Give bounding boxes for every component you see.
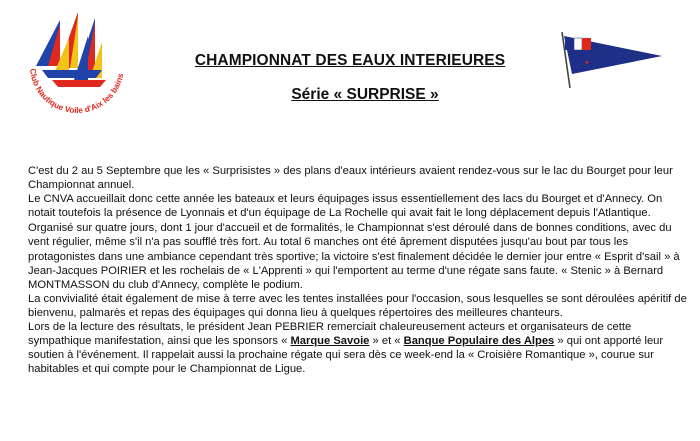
paragraph-3: Organisé sur quatre jours, dont 1 jour d'accueil et de formalités, le Championnat s'est déroulé dans de bonnes conditions, avec du vent régulier, même s'il n'a pas soufflé très fort. Au total 6 manches ont été âprement disputées jusqu'au bout par tous les protagonistes dans une ambiance cependant très sportive; la victoire s'est finalement décidée le dernier jour entre « Esprit d'sail » à Jean-Jacques POIRIER et les rochelais de « L'Apprenti » qui l'emportent au terme d'une régate sans faute. « Stenic » à Bernard MONTMASSON du club d'Annecy, complète le podium. xyxy=(28,222,680,291)
sponsor-banque-populaire: Banque Populaire des Alpes xyxy=(403,335,555,348)
paragraph-2: Le CNVA accueillait donc cette année les bateaux et leurs équipages issus essentiellement des lacs du Bourget et d'Annecy. On notait toutefois la présence de Lyonnais et d'un équipage de La Rochelle qui avait fait le long déplacement depuis l'Atlantique. xyxy=(28,193,663,220)
paragraph-5-part-1: Lors de la lecture des résultats, le président Jean PEBRIER remerciait chaleureusement acteurs et organisateurs de cette sympathique manifestation, ainsi que les sponsors « xyxy=(28,321,632,348)
sponsor-marque-savoie: Marque Savoie xyxy=(290,335,370,348)
paragraph-4: La convivialité était également de mise à terre avec les tentes installées pour l'occasion, sous lesquelles se sont déroulées apéritif de bienvenu, palmarès et repas des équipages qui donna lieu à quelques répertoires des meilleures chanteurs. xyxy=(28,292,687,319)
paragraph-1: C'est du 2 au 5 Septembre que les « Surprisistes » des plans d'eaux intérieurs avaient rendez-vous sur le lac du Bourget pour leur Championnat annuel. xyxy=(28,165,673,192)
paragraph-5-part-3: » qui ont apporté leur soutien à l'événement. Il rappelait aussi la prochaine régate qui sera dès ce week-end la « Croisière Romantique », courue sur habitables et qui compte pour le Championnat de Ligue. xyxy=(28,335,664,376)
article-body xyxy=(28,164,688,376)
paragraph-5 xyxy=(28,320,688,376)
svg-text:✦: ✦ xyxy=(584,60,590,67)
page-title: CHAMPIONNAT DES EAUX INTERIEURES xyxy=(194,52,506,69)
paragraph-5-part-2: » et « xyxy=(369,335,404,348)
page-subtitle: Série « SURPRISE » xyxy=(291,86,439,103)
club-logo-text: Club Nautique Voile d'Aix les bains xyxy=(28,68,126,116)
